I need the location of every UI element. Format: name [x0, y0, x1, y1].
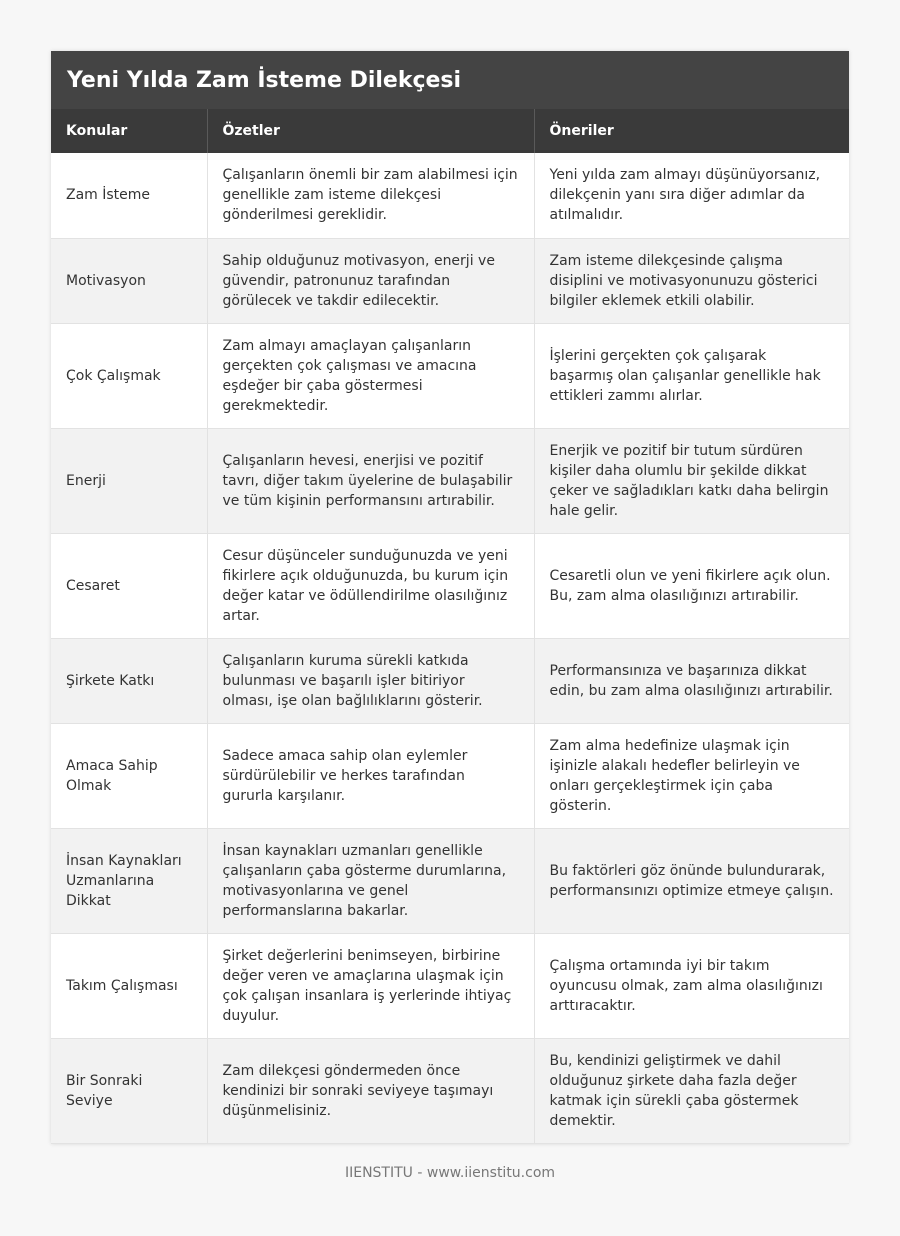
- summary-cell: Sadece amaca sahip olan eylemler sürdürülebilir ve herkes tarafından gururla karşılanır.: [207, 723, 534, 828]
- title-bar: [51, 51, 849, 109]
- footer-credit: IIENSTITU - www.iienstitu.com: [344, 1165, 556, 1181]
- topic-cell: Bir Sonraki Seviye: [51, 1038, 207, 1143]
- summary-cell: İnsan kaynakları uzmanları genellikle çalışanların çaba gösterme durumlarına, motivasyonlarına ve genel performanslarına bakarlar.: [207, 828, 534, 933]
- topic-cell: Motivasyon: [51, 238, 207, 323]
- suggestion-cell: Bu faktörleri göz önünde bulundurarak, performansınızı optimize etmeye çalışın.: [534, 828, 849, 933]
- table-row: [51, 428, 849, 533]
- suggestion-cell: İşlerini gerçekten çok çalışarak başarmış olan çalışanlar genellikle hak ettikleri zammı alırlar.: [534, 323, 849, 428]
- suggestion-cell: Zam isteme dilekçesinde çalışma disiplini ve motivasyonunuzu gösterici bilgiler eklemek etkili olabilir.: [534, 238, 849, 323]
- table-row: [51, 533, 849, 638]
- topic-cell: Amaca Sahip Olmak: [51, 723, 207, 828]
- topic-cell: Çok Çalışmak: [51, 323, 207, 428]
- table-row: [51, 238, 849, 323]
- page-title: Yeni Yılda Zam İsteme Dilekçesi: [67, 67, 462, 93]
- table-header-row: [51, 109, 849, 153]
- table-row: [51, 933, 849, 1038]
- table-row: [51, 323, 849, 428]
- table-row: [51, 723, 849, 828]
- content-card: [51, 51, 849, 1144]
- topic-cell: Takım Çalışması: [51, 933, 207, 1038]
- table-row: [51, 828, 849, 933]
- column-header-topics: Konular: [51, 109, 207, 153]
- summary-cell: Zam dilekçesi göndermeden önce kendinizi bir sonraki seviyeye taşımayı düşünmelisiniz.: [207, 1038, 534, 1143]
- suggestion-cell: Yeni yılda zam almayı düşünüyorsanız, dilekçenin yanı sıra diğer adımlar da atılmalıdır.: [534, 153, 849, 238]
- topic-cell: Şirkete Katkı: [51, 638, 207, 723]
- suggestion-cell: Zam alma hedefinize ulaşmak için işinizle alakalı hedefler belirleyin ve onları gerçekleştirmek için çaba gösterin.: [534, 723, 849, 828]
- topics-table: [51, 109, 849, 1144]
- summary-cell: Çalışanların kuruma sürekli katkıda bulunması ve başarılı işler bitiriyor olması, işe olan bağlılıklarını gösterir.: [207, 638, 534, 723]
- topic-cell: İnsan Kaynakları Uzmanlarına Dikkat: [51, 828, 207, 933]
- suggestion-cell: Çalışma ortamında iyi bir takım oyuncusu olmak, zam alma olasılığınızı arttıracaktır.: [534, 933, 849, 1038]
- table-row: [51, 153, 849, 238]
- topic-cell: Cesaret: [51, 533, 207, 638]
- table-row: [51, 638, 849, 723]
- suggestion-cell: Enerjik ve pozitif bir tutum sürdüren kişiler daha olumlu bir şekilde dikkat çeker ve sağladıkları katkı daha belirgin hale gelir.: [534, 428, 849, 533]
- suggestion-cell: Cesaretli olun ve yeni fikirlere açık olun. Bu, zam alma olasılığınızı artırabilir.: [534, 533, 849, 638]
- summary-cell: Sahip olduğunuz motivasyon, enerji ve güvendir, patronunuz tarafından görülecek ve takdir edilecektir.: [207, 238, 534, 323]
- suggestion-cell: Bu, kendinizi geliştirmek ve dahil olduğunuz şirkete daha fazla değer katmak için sürekli çaba göstermek demektir.: [534, 1038, 849, 1143]
- suggestion-cell: Performansınıza ve başarınıza dikkat edin, bu zam alma olasılığınızı artırabilir.: [534, 638, 849, 723]
- column-header-summaries: Özetler: [207, 109, 534, 153]
- topic-cell: Enerji: [51, 428, 207, 533]
- summary-cell: Şirket değerlerini benimseyen, birbirine değer veren ve amaçlarına ulaşmak için çok çalışan insanlara iş yerlerinde ihtiyaç duyulur.: [207, 933, 534, 1038]
- summary-cell: Zam almayı amaçlayan çalışanların gerçekten çok çalışması ve amacına eşdeğer bir çaba göstermesi gerekmektedir.: [207, 323, 534, 428]
- topic-cell: Zam İsteme: [51, 153, 207, 238]
- summary-cell: Çalışanların önemli bir zam alabilmesi için genellikle zam isteme dilekçesi gönderilmesi gereklidir.: [207, 153, 534, 238]
- summary-cell: Cesur düşünceler sunduğunuzda ve yeni fikirlere açık olduğunuzda, bu kurum için değer katar ve ödüllendirilme olasılığınız artar.: [207, 533, 534, 638]
- column-header-suggestions: Öneriler: [534, 109, 849, 153]
- summary-cell: Çalışanların hevesi, enerjisi ve pozitif tavrı, diğer takım üyelerine de bulaşabilir ve tüm kişinin performansını artırabilir.: [207, 428, 534, 533]
- table-row: [51, 1038, 849, 1143]
